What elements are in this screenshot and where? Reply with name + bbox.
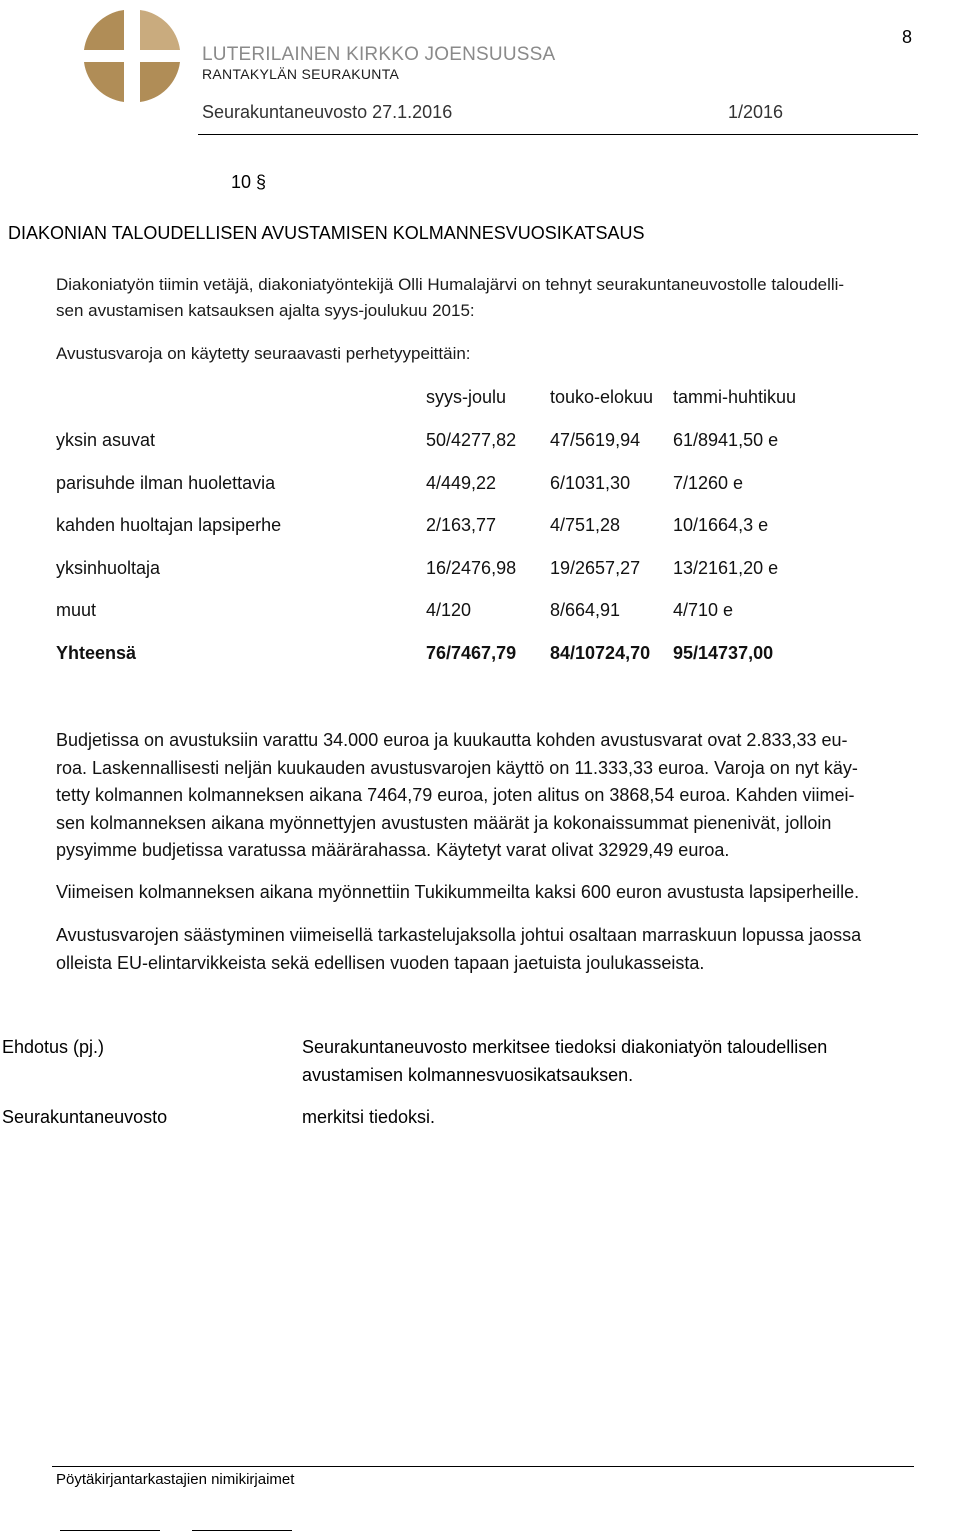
table-cell: 7/1260 e [673, 473, 744, 493]
table-cell: 4/449,22 [426, 473, 497, 493]
intro-line: sen avustamisen katsauksen ajalta syys-joulukuu 2015: [56, 301, 475, 320]
logo-quadrant-top-left [84, 10, 124, 50]
paragraph-line: pysyimme budjetissa varatussa määrärahassa. Käytetyt varat olivat 32929,49 euroa. [56, 840, 730, 860]
parish-name: RANTAKYLÄN SEURAKUNTA [202, 66, 400, 82]
row-label: yksinhuoltaja [56, 558, 161, 578]
paragraph-line: Avustusvarojen säästyminen viimeisellä tarkastelujaksolla johtui osaltaan marraskuun lopussa jaossa [56, 925, 862, 945]
total-label: Yhteensä [56, 643, 137, 663]
proposal-line: Seurakuntaneuvosto merkitsee tiedoksi diakoniatyön taloudellisen [302, 1037, 828, 1057]
row-label: parisuhde ilman huolettavia [56, 473, 276, 493]
signature-label: Pöytäkirjantarkastajien nimikirjaimet [56, 1471, 295, 1488]
table-lead: Avustusvaroja on käytetty seuraavasti perhetyypeittäin: [56, 344, 471, 363]
savings-paragraph [56, 922, 916, 977]
total-cell: 76/7467,79 [426, 643, 517, 663]
table-cell: 2/163,77 [426, 515, 497, 535]
table-cell: 4/120 [426, 600, 472, 620]
footer-divider [52, 1466, 914, 1467]
paragraph-line: Budjetissa on avustuksiin varattu 34.000 euroa ja kuukautta kohden avustusvarat ovat 2.833,33 eu- [56, 730, 848, 750]
logo-quadrant-bottom-left [84, 62, 124, 102]
signature-line [60, 1530, 160, 1531]
table-cell: 50/4277,82 [426, 430, 517, 450]
signature-line [192, 1530, 292, 1531]
table-cell: 61/8941,50 e [673, 430, 779, 450]
proposal-line: avustamisen kolmannesvuosikatsauksen. [302, 1064, 634, 1085]
col-header-syys-joulu: syys-joulu [426, 387, 507, 407]
col-header-tammi-huhtikuu: tammi-huhtikuu [673, 387, 797, 407]
total-cell: 84/10724,70 [550, 643, 651, 663]
logo-quadrant-top-right [140, 10, 180, 50]
intro-line: Diakoniatyön tiimin vetäjä, diakoniatyöntekijä Olli Humalajärvi on tehnyt seurakuntaneuvostolle taloudelli- [56, 275, 845, 294]
proposal-label: Ehdotus (pj.) [2, 1037, 105, 1057]
header-divider [198, 134, 918, 135]
total-cell: 95/14737,00 [673, 643, 774, 663]
meeting-date: Seurakuntaneuvosto 27.1.2016 [202, 102, 453, 122]
table-cell: 19/2657,27 [550, 558, 641, 578]
sponsor-paragraph: Viimeisen kolmanneksen aikana myönnettiin Tukikummeilta kaksi 600 euron avustusta lapsiperheille. [56, 882, 860, 902]
table-cell: 47/5619,94 [550, 430, 641, 450]
table-cell: 6/1031,30 [550, 473, 631, 493]
logo-quadrant-bottom-right [140, 62, 180, 102]
section-number: 10 § [231, 172, 267, 192]
church-logo [84, 10, 180, 102]
table-cell: 10/1664,3 e [673, 515, 769, 535]
table-cell: 4/751,28 [550, 515, 621, 535]
budget-paragraph [56, 727, 916, 865]
table-cell: 16/2476,98 [426, 558, 517, 578]
page-number: 8 [902, 27, 913, 47]
proposal-text [302, 1034, 902, 1089]
paragraph-line: roa. Laskennallisesti neljän kuukauden avustusvarojen käyttö on 11.333,33 euroa. Varoja on nyt käy- [56, 757, 858, 778]
col-header-touko-elokuu: touko-elokuu [550, 387, 654, 407]
council-decision: merkitsi tiedoksi. [302, 1107, 436, 1127]
council-label: Seurakuntaneuvosto [2, 1107, 168, 1127]
page-title: DIAKONIAN TALOUDELLISEN AVUSTAMISEN KOLMANNESVUOSIKATSAUS [8, 223, 645, 243]
issue-number: 1/2016 [728, 102, 784, 122]
org-name: LUTERILAINEN KIRKKO JOENSUUSSA [202, 44, 556, 65]
row-label: kahden huoltajan lapsiperhe [56, 515, 282, 535]
row-label: muut [56, 600, 97, 620]
intro-paragraph [56, 272, 956, 324]
paragraph-line: olleista EU-elintarvikkeista sekä edellisen vuoden tapaan jaetuista joulukasseista. [56, 952, 705, 973]
table-cell: 8/664,91 [550, 600, 621, 620]
paragraph-line: sen kolmanneksen aikana myönnettyjen avustusten määrät ja kokonaissummat pienenivät, jolloin [56, 812, 832, 833]
table-cell: 13/2161,20 e [673, 558, 779, 578]
row-label: yksin asuvat [56, 430, 156, 450]
table-cell: 4/710 e [673, 600, 734, 620]
paragraph-line: tetty kolmannen kolmanneksen aikana 7464,79 euroa, joten alitus on 3868,54 euroa. Kahden viimei- [56, 785, 855, 805]
